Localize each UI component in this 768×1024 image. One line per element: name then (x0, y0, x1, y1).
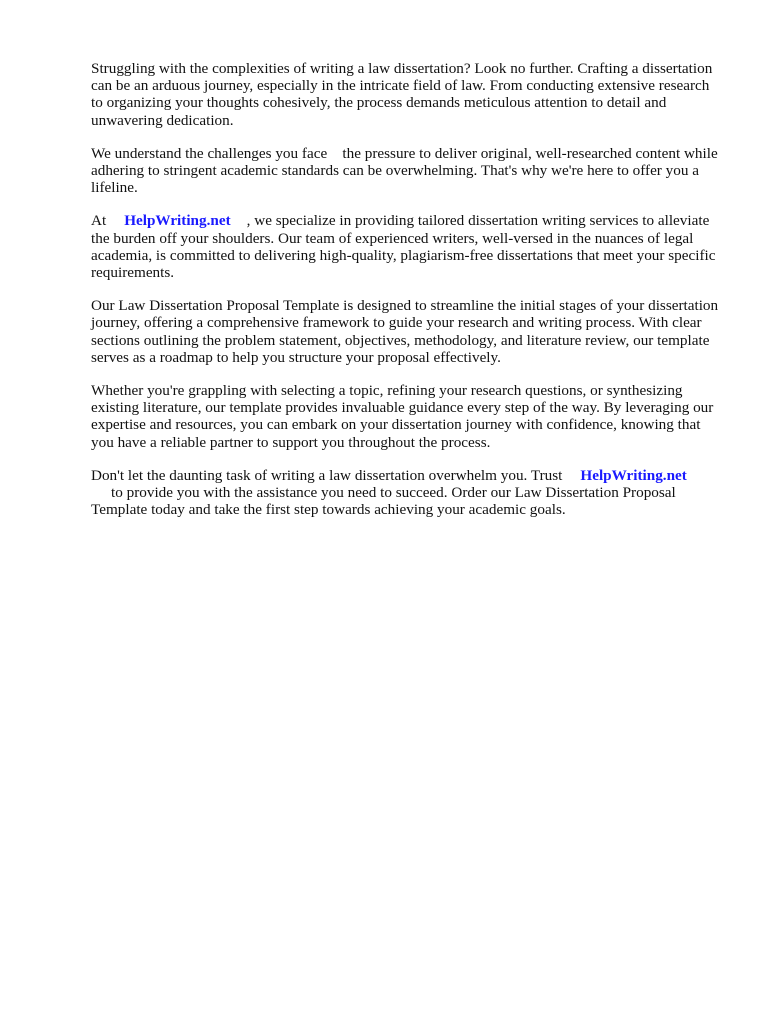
paragraph-service (91, 212, 721, 281)
paragraph-cta-lead: Don't let the daunting task of writing a law dissertation overwhelm you. Trust (91, 466, 563, 484)
paragraph-service-lead: At (91, 212, 107, 230)
paragraph-service-text: , we specialize in providing tailored dissertation writing services to alleviate the burden off your shoulders. Our team of experienced writers, well-versed in the nuances of legal academia, is committed to delivering high-quality, plagiarism-free dissertations that meet your specific requirements. (91, 212, 716, 282)
paragraph-guidance: Whether you're grappling with selecting a topic, refining your research questions, or synthesizing existing literature, our template provides invaluable guidance every step of the way. By leveraging our expertise and resources, you can embark on your dissertation journey with confidence, knowing that you have a reliable partner to support you throughout the process. (91, 382, 714, 451)
paragraph-template: Our Law Dissertation Proposal Template is designed to streamline the initial stages of your dissertation journey, offering a comprehensive framework to guide your research and writing process. With clear sections outlining the problem statement, objectives, methodology, and literature review, our template serves as a roadmap to help you structure your proposal effectively. (91, 297, 719, 366)
document-body (91, 60, 721, 534)
paragraph-cta-text: to provide you with the assistance you need to succeed. Order our Law Dissertation Proposal Template today and take the first step towards achieving your academic goals. (91, 484, 676, 519)
helpwriting-link[interactable]: HelpWriting.net (124, 212, 231, 230)
paragraph-challenges: We understand the challenges you face the pressure to deliver original, well-researched content while adhering to stringent academic standards can be overwhelming. That's why we're here to offer you a lifeline. (91, 144, 722, 197)
paragraph-intro: Struggling with the complexities of writing a law dissertation? Look no further. Crafting a dissertation can be an arduous journey, especially in the intricate field of law. From conducting extensive research to organizing your thoughts cohesively, the process demands meticulous attention to detail and unwavering dedication. (91, 60, 713, 129)
helpwriting-link-cta[interactable]: HelpWriting.net (580, 466, 687, 484)
paragraph-call-to-action (91, 467, 721, 519)
